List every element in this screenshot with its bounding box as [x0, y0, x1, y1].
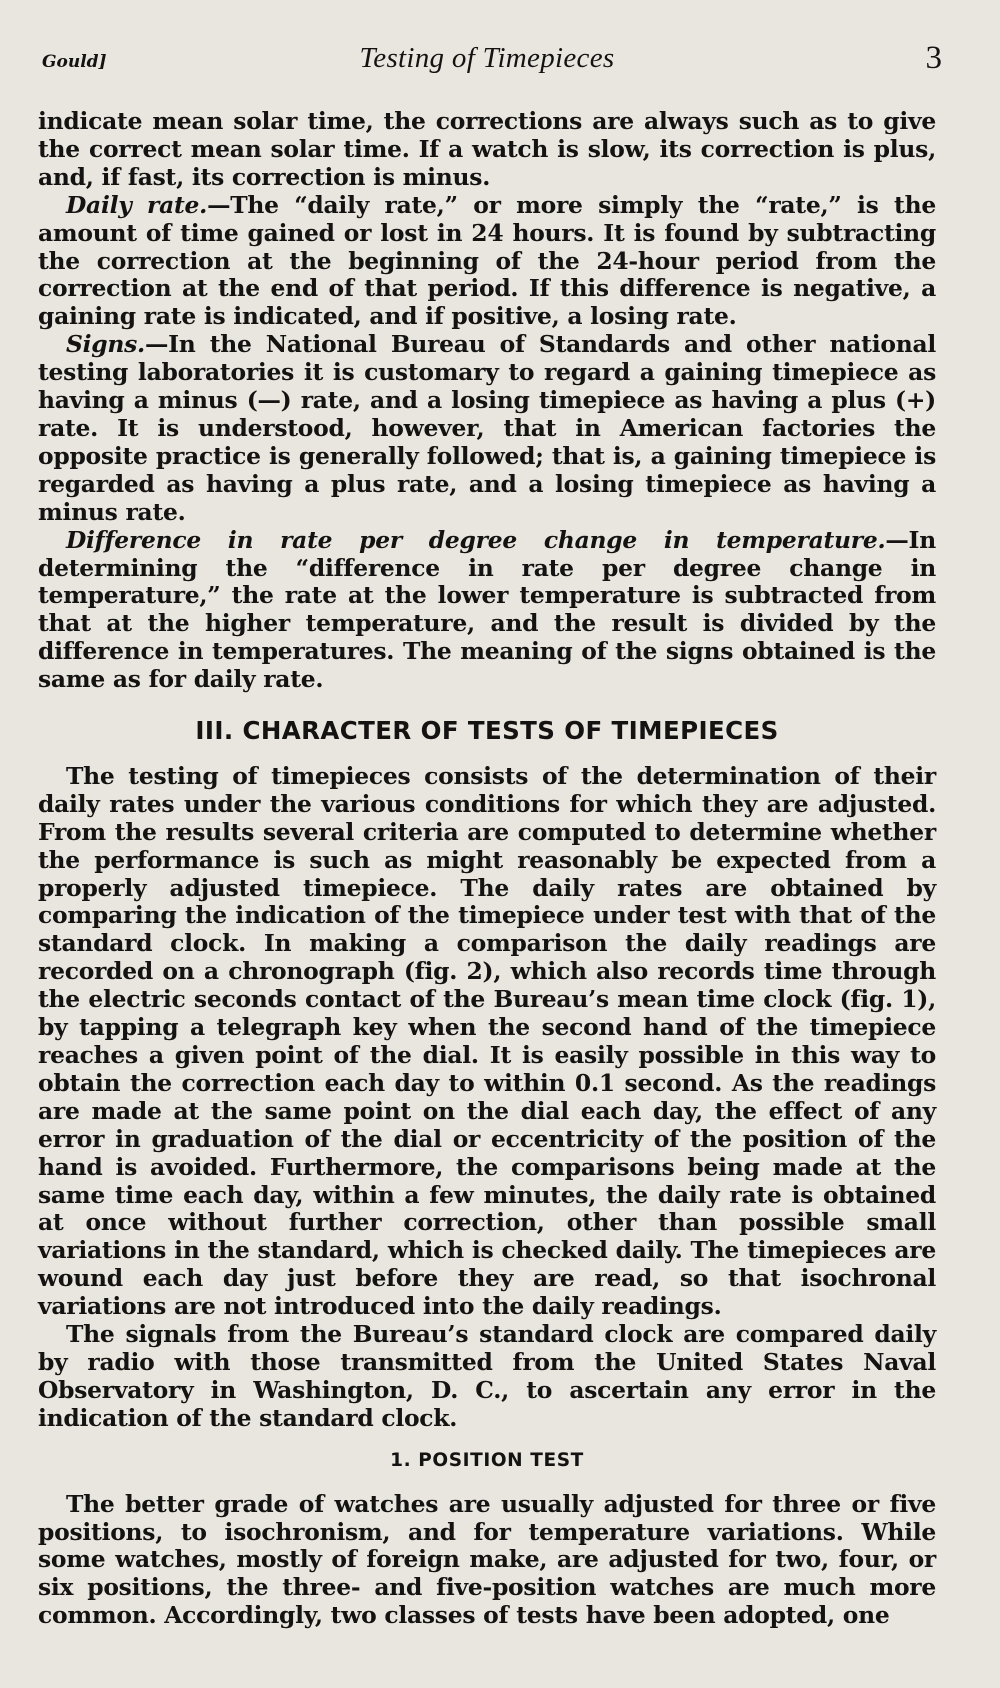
paragraph-continued: indicate mean solar time, the corrections are always such as to give the correct mean solar time. If a watch is slow, its correction is plus, and, if fast, its correction is minus. — [38, 107, 936, 191]
term-daily-rate: Daily rate. — [66, 190, 208, 219]
subsection-heading: 1. POSITION TEST — [390, 1449, 584, 1471]
paragraph-signs — [38, 331, 936, 526]
paragraph-daily-rate — [38, 192, 936, 332]
body-text — [38, 108, 936, 1630]
paragraph-testing-description: The testing of timepieces consists of the determination of their daily rates under the various conditions for which they are adjusted. From the results several criteria are computed to determine whether the performance is such as might reasonably be expected from a properly adjusted timepiece. The daily rates are obtained by comparing the indication of the timepiece under test with that of the standard clock. In making a comparison the daily readings are recorded on a chronograph (fig. 2), which also records time through the electric seconds contact of the Bureau’s mean time clock (fig. 1), by tapping a telegraph key when the second hand of the timepiece reaches a given point of the dial. It is easily possible in this way to obtain the correction each day to within 0.1 second. As the readings are made at the same point on the dial each day, the effect of any error in graduation of the dial or eccentricity of the position of the hand is avoided. Furthermore, the comparisons being made at the same time each day, within a few minutes, the daily rate is obtained at once without further correction, other than possible small variations in the standard, which is checked daily. The timepieces are wound each day just before they are read, so that isochronal variations are not introduced into the daily readings. — [38, 761, 936, 1321]
running-header — [38, 40, 942, 86]
daily-rate-text: —The “daily rate,” or more simply the “rate,” is the amount of time gained or lost in 24 hours. It is found by subtracting the correction at the beginning of the 24-hour period from the correction at the end of that period. If this difference is negative, a gaining rate is indicated, and if positive, a losing rate. — [38, 190, 936, 331]
header-author: Gould] — [42, 52, 107, 72]
paragraph-radio-signals: The signals from the Bureau’s standard clock are compared daily by radio with those transmitted from the United States Naval Observatory in Washington, D. C., to ascertain any error in the indication of the standard clock. — [38, 1320, 936, 1432]
term-signs: Signs. — [66, 330, 145, 359]
page-number: 3 — [925, 40, 942, 76]
difference-in-rate-text: —In determining the “difference in rate per degree change in temperature,” the rate at the lower temperature is subtracted from that at the higher temperature, and the result is divided by the difference in temperatures. The meaning of the signs obtained is the same as for daily rate. — [38, 525, 936, 694]
term-difference-in-rate: Difference in rate per degree change in temperature. — [66, 525, 886, 554]
section-heading: III. CHARACTER OF TESTS OF TIMEPIECES — [195, 716, 779, 746]
paragraph-difference-in-rate — [38, 527, 936, 694]
signs-text: —In the National Bureau of Standards and other national testing laboratories it is customary to regard a gaining timepiece as having a minus (—) rate, and a losing timepiece as having a plus (+) rate. It is understood, however, that in American factories the opposite practice is generally followed; that is, a gaining timepiece is regarded as having a plus rate, and a losing timepiece as having a minus rate. — [38, 330, 936, 526]
header-title: Testing of Timepieces — [359, 42, 615, 74]
paragraph-position-test: The better grade of watches are usually adjusted for three or five positions, to isochronism, and for temperature variations. While some watches, mostly of foreign make, are adjusted for two, four, or six positions, the three- and five-position watches are much more common. Accordingly, two classes of tests have been adopted, one — [38, 1489, 936, 1630]
